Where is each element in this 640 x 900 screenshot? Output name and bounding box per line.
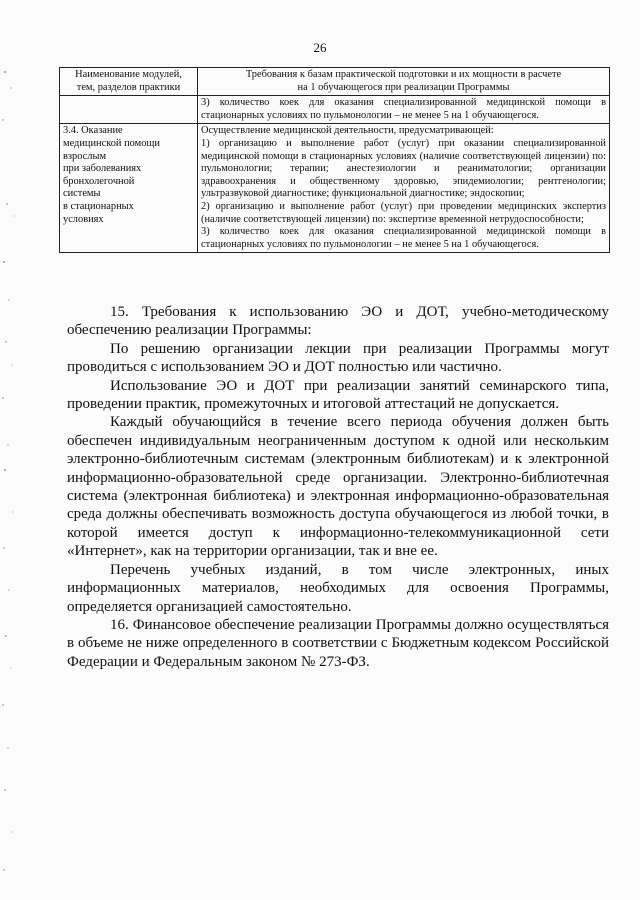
paragraph: Перечень учебных изданий, в том числе электронных, иных информационных материалов, необходимых для освоения Программы, определяется организацией самостоятельно. [67, 561, 609, 615]
table-header-row [60, 68, 610, 96]
requirement-cell [198, 124, 610, 253]
paragraph: По решению организации лекции при реализации Программы могут проводиться с использованием ЭО и ДОТ полностью или частично. [67, 340, 609, 376]
requirement-text: 2) организацию и выполнение работ (услуг) при проведении медицинских экспертиз (наличие соответствующей лицензии) по: экспертизе временной нетрудоспособности; [201, 200, 606, 225]
scan-margin-noise [0, 0, 26, 900]
header-text-line: тем, разделов практики [76, 81, 181, 93]
requirement-text: 3) количество коек для оказания специализированной медицинской помощи в стационарных условиях по пульмонологии – не менее 5 на 1 обучающегося. [201, 226, 606, 250]
practice-bases-table [59, 67, 610, 253]
module-name-line: в стационарных [63, 200, 134, 212]
empty-module-cell [60, 96, 198, 124]
header-text-line: Наименование модулей, [75, 69, 182, 80]
module-name-line: 3.4. Оказание [63, 125, 123, 137]
header-text-line: Требования к базам практической подготовки и их мощности в расчете [245, 69, 562, 80]
module-name-cell [60, 124, 198, 253]
requirement-text: 1) организацию и выполнение работ (услуг) при оказании специализированной медицинской помощи в стационарных условиях (наличие соответствующей лицензии) по: пульмонологии; терапии; анестезиологии и реаниматологии; организации здравоохранения и общественному здоровью, эпидемиологии; рентгенологии; ультразвуковой диагностике; функциональной диагностике; эндоскопии; [201, 137, 606, 200]
body-text [67, 303, 609, 671]
requirement-text: 3) количество коек для оказания специализированной медицинской помощи в стационарных условиях по пульмонологии – не менее 5 на 1 обучающегося. [201, 97, 606, 121]
table-row [60, 96, 610, 124]
header-cell-requirements [198, 68, 610, 96]
module-name-line: медицинской помощи [63, 137, 160, 149]
table-row [60, 124, 610, 253]
paragraph: Каждый обучающийся в течение всего периода обучения должен быть обеспечен индивидуальным неограниченным доступом к одной или нескольким электронно-библиотечным системам (электронным библиотекам) и к электронной информационно-образовательной среде организации. Электронно-библиотечная система (электронная библиотека) и электронная информационно-образовательная среда должны обеспечивать возможность доступа обучающегося из любой точки, в которой имеется доступ к информационно-телекоммуникационной сети «Интернет», как на территории организации, так и вне ее. [67, 414, 609, 560]
module-name-line: при заболеваниях [63, 163, 142, 175]
requirement-cell [198, 96, 610, 124]
module-name-line: условиях [63, 213, 104, 225]
requirement-text: Осуществление медицинской деятельности, предусматривающей: [201, 125, 494, 137]
header-cell-modules [60, 68, 198, 96]
paragraph-section-16: 16. Финансовое обеспечение реализации Программы должно осуществляться в объеме не ниже определенного в соответствии с Бюджетным кодексом Российской Федерации и Федеральным законом № 273-ФЗ. [67, 616, 609, 670]
page-number: 26 [313, 40, 327, 55]
module-name-line: взрослым [63, 150, 107, 162]
paragraph: Использование ЭО и ДОТ при реализации занятий семинарского типа, проведении практик, промежуточных и итоговой аттестаций не допускается. [67, 377, 609, 413]
module-name-line: бронхолегочной [63, 175, 135, 187]
header-text-line: на 1 обучающегося при реализации Программы [297, 81, 510, 93]
module-name-line: системы [63, 188, 101, 200]
paragraph-section-15-title: 15. Требования к использованию ЭО и ДОТ, учебно-методическому обеспечению реализации Программы: [67, 304, 609, 339]
